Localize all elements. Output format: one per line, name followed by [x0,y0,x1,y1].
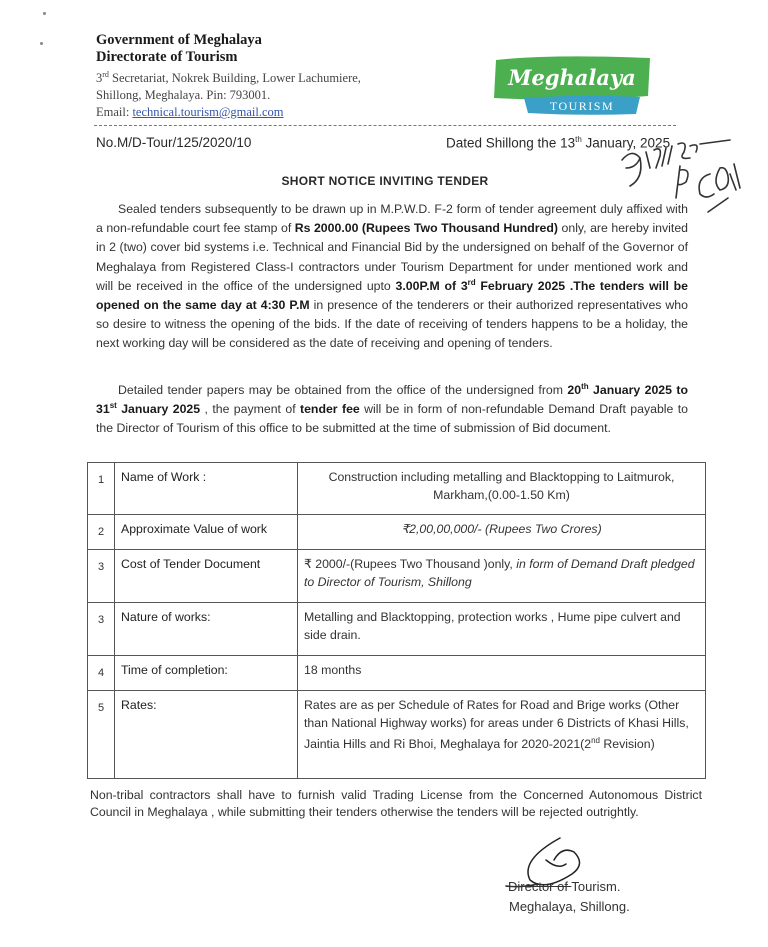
row-label: Approximate Value of work [115,515,298,550]
table-row [88,656,706,691]
table-row [88,550,706,603]
header-divider [94,125,676,126]
row-number: 2 [88,515,115,550]
org-header [96,32,476,121]
svg-text:TOURISM: TOURISM [549,99,615,113]
row-value: ₹2,00,00,000/- (Rupees Two Crores) [298,515,706,550]
row-label: Time of completion: [115,656,298,691]
row-number: 1 [88,463,115,515]
table-row [88,515,706,550]
address-line-1: 3rd Secretariat, Nokrek Building, Lower Lachumiere, [96,70,361,86]
row-number: 4 [88,656,115,691]
tender-details-table [87,462,706,779]
tender-paragraph-1: Sealed tenders subsequently to be drawn up in M.P.W.D. F-2 form of tender agreement duly affixed with a non-refundable court fee stamp of Rs 2000.00 (Rupees Two Thousand Hundred) only, are hereby invited in 2 (two) cover bid systems i.e. Technical and Financial Bid by the undersigned on behalf of the Governor of Meghalaya from Registered Class-I contractors under Tourism Department for under mentioned work and will be received in the office of the undersigned upto 3.00P.M of 3rd February 2025 .The tenders will be opened on the same day at 4:30 P.M in presence of the tenderers or their authorized representatives who so desire to witness the opening of the bids. If the date of receiving of tenders happens to be a holiday, the next working day will be considered as the date of receiving and opening of tenders. [96,202,688,351]
row-label: Cost of Tender Document [115,550,298,603]
margin-mark [40,42,43,45]
svg-text:Meghalaya: Meghalaya [508,65,636,90]
row-number: 5 [88,691,115,779]
table-row [88,603,706,656]
row-value: Construction including metalling and Blacktopping to Laitmurok, Markham,(0.00-1.50 Km) [298,463,706,515]
table-row [88,463,706,515]
dated-line: Dated Shillong the 13th January, 2025. [446,135,674,151]
org-name: Government of Meghalaya [96,32,262,48]
tender-paragraph-2: Detailed tender papers may be obtained from the office of the undersigned from 20th January 2025 to 31st January 2025 , the payment of tender fee will be in form of non-refundable Demand Draft payable to the Director of Tourism of this office to be submitted at the time of submission of Bid document. [96,381,688,436]
row-value: Rates are as per Schedule of Rates for Road and Brige works (Other than National Highway works) for areas under 6 Districts of Khasi Hills, Jaintia Hills and Ri Bhoi, Meghalaya for 2020-2021(2nd Revision) [298,691,706,779]
row-value: Metalling and Blacktopping, protection works , Hume pipe culvert and side drain. [298,603,706,656]
row-label: Rates: [115,691,298,779]
margin-mark [43,12,46,15]
row-number: 3 [88,603,115,656]
address-line-2: Shillong, Meghalaya. Pin: 793001. [96,88,271,103]
table-row [88,691,706,779]
meghalaya-tourism-logo [490,52,656,116]
row-label: Name of Work : [115,463,298,515]
row-number: 3 [88,550,115,603]
non-tribal-note: Non-tribal contractors shall have to furnish valid Trading License from the Concerned Autonomous District Council in Meghalaya , while submitting their tenders otherwise the tenders will be rejected outrightly. [90,788,702,819]
notice-title: SHORT NOTICE INVITING TENDER [281,174,489,188]
row-value: ₹ 2000/-(Rupees Two Thousand )only, in form of Demand Draft pledged to Director of Tourism, Shillong [298,550,706,603]
signatory-place: Meghalaya, Shillong. [509,899,630,914]
directorate-name: Directorate of Tourism [96,49,238,65]
signatory-title: Director of Tourism. [508,879,621,894]
row-label: Nature of works: [115,603,298,656]
row-value: 18 months [298,656,706,691]
email-link[interactable]: technical.tourism@gmail.com [132,105,284,120]
email-line: Email: technical.tourism@gmail.com [96,105,284,120]
reference-number: No.M/D-Tour/125/2020/10 [96,135,252,150]
